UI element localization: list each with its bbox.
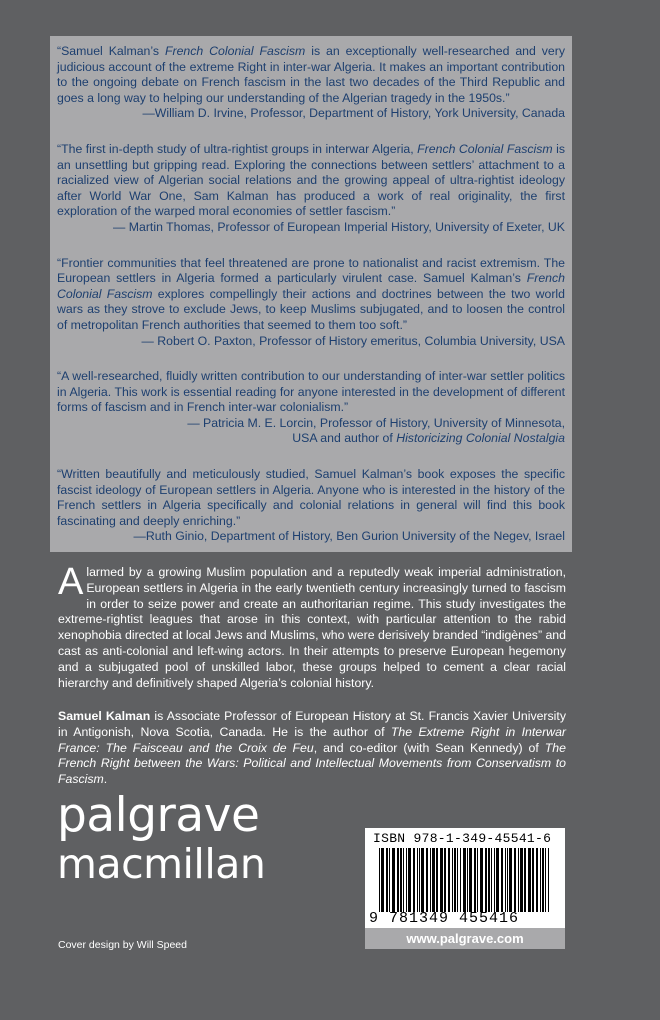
barcode-bar bbox=[432, 848, 435, 912]
quote-attribution: — Patricia M. E. Lorcin, Professor of History, University of Minnesota, USA and author of Historicizing Colonial Nostalgia bbox=[187, 415, 565, 446]
barcode-bar bbox=[507, 848, 508, 912]
barcode-bar bbox=[413, 848, 415, 912]
barcode-bar bbox=[397, 848, 399, 912]
barcode-bar bbox=[477, 848, 478, 912]
endorsement-quote bbox=[57, 369, 565, 447]
barcode-bar bbox=[406, 848, 407, 912]
cover-credit: Cover design by Will Speed bbox=[58, 939, 187, 951]
logo-palgrave: palgrave bbox=[57, 788, 260, 843]
barcode-bar bbox=[532, 848, 534, 912]
barcode-bar bbox=[444, 848, 446, 912]
barcode-bar bbox=[524, 848, 526, 912]
barcode-bar bbox=[448, 848, 450, 912]
barcode-bar bbox=[426, 848, 428, 912]
drop-cap: A bbox=[58, 561, 84, 603]
endorsement-quote bbox=[57, 44, 565, 122]
barcode-bar bbox=[417, 848, 418, 912]
barcode-bar bbox=[545, 848, 546, 912]
barcode-bar bbox=[469, 848, 472, 912]
description-text: larmed by a growing Muslim population and a reputedly weak imperial administration, European settlers in Algeria in the early twentieth century increasingly turned to fascism in order to seize power and create an authoritarian regime. This study investigates the extreme-rightist leagues that arose in this context, with particular attention to the rabid xenophobia directed at local Jews and Muslims, who were derisively branded “indigènes” and cast as anti-colonial and left-wing actors. In their attempts to preserve European hegemony and a subjugated pool of unskilled labor, these groups helped to cement a clear racial hierarchy and definitively shaped Algeria’s colonial history. bbox=[58, 565, 566, 690]
book-description bbox=[58, 561, 566, 691]
barcode-bar bbox=[494, 848, 495, 912]
endorsement-quote bbox=[57, 467, 565, 545]
barcode-bar bbox=[454, 848, 456, 912]
endorsement-quote bbox=[57, 142, 565, 236]
barcode-bar bbox=[421, 848, 424, 912]
barcode-bar bbox=[386, 848, 388, 912]
quote-attribution: —Ruth Ginio, Department of History, Ben Gurion University of the Negev, Israel bbox=[133, 529, 565, 544]
barcode-bar bbox=[389, 848, 390, 912]
publisher-url: www.palgrave.com bbox=[365, 928, 565, 949]
quote-text: “A well-researched, fluidly written contribution to our understanding of inter-war settler politics in Algeria. This work is essential reading for anyone interested in the development of different forms of fascism and in French inter-war colonialism.” bbox=[57, 369, 565, 415]
barcode-bar bbox=[381, 848, 384, 912]
barcode-bar bbox=[488, 848, 490, 912]
book-title: The French Right between the Wars: Political and Intellectual Movements from Conservatism to Fascism bbox=[58, 740, 566, 787]
publisher-logo bbox=[57, 790, 265, 886]
barcode-bar bbox=[528, 848, 531, 912]
barcode-bar bbox=[548, 848, 549, 912]
quote-text: “Frontier communities that feel threatened are prone to nationalist and racist extremism. The European settlers in Algeria formed a particularly virulent case. Samuel Kalman’s French Colonial Fascism explores compellingly their actions and doctrines between the two world wars as they strove to exclude Jews, to keep Muslims subjugated, and to loosen the control of metropolitan French authorities that seemed to them too soft.” bbox=[57, 255, 565, 332]
barcode-bar bbox=[491, 848, 492, 912]
quote-attribution: — Robert O. Paxton, Professor of History emeritus, Columbia University, USA bbox=[141, 333, 565, 348]
barcode-bar bbox=[520, 848, 523, 912]
barcode-bar bbox=[536, 848, 538, 912]
barcode-bar bbox=[540, 848, 541, 912]
ean-digits: 9 781349 455416 bbox=[369, 910, 520, 927]
book-title: The Extreme Right in Interwar France: The Faisceau and the Croix de Feu bbox=[58, 724, 566, 755]
barcode-bar bbox=[379, 848, 380, 912]
barcode-bar bbox=[440, 848, 443, 912]
quote-attribution: — Martin Thomas, Professor of European Imperial History, University of Exeter, UK bbox=[113, 219, 565, 234]
quote-text: “The first in-depth study of ultra-rightist groups in interwar Algeria, French Colonial Fascism is an unsettling but gripping read. Exploring the connections between settlers’ attachment to a racialized view of Algerian social relations and the growing appeal of ultra-rightist ideology after World War One, Sam Kalman has produced a work of real originality, the first exploration of the warped moral economies of settler fascism.” bbox=[57, 141, 565, 219]
barcode-bar bbox=[419, 848, 420, 912]
barcode-bar bbox=[430, 848, 431, 912]
barcode-bar bbox=[408, 848, 411, 912]
barcode-bar bbox=[452, 848, 453, 912]
barcode bbox=[365, 828, 565, 930]
barcode-bar bbox=[480, 848, 483, 912]
barcode-bar bbox=[509, 848, 512, 912]
barcode-bar bbox=[460, 848, 461, 912]
endorsements-panel bbox=[50, 36, 572, 552]
barcode-bar bbox=[457, 848, 458, 912]
quote-text: “Written beautifully and meticulously studied, Samuel Kalman’s book exposes the specific fascist ideology of European settlers in Algeria. Anyone who is interested in the history of the French settlers in Algeria specifically and colonial relations in general will find this book fascinating and deeply enriching.” bbox=[57, 467, 565, 528]
author-bio: Samuel Kalman is Associate Professor of European History at St. Francis Xavier University in Antigonish, Nova Scotia, Canada. He is the author of The Extreme Right in Interwar France: The Faisceau and the Croix de Feu, and co-editor (with Sean Kennedy) of The French Right between the Wars: Political and Intellectual Movements from Conservatism to Fascism. bbox=[58, 709, 566, 787]
quote-text: “Samuel Kalman’s French Colonial Fascism is an exceptionally well-researched and very judicious account of the extreme Right in inter-war Algeria. It makes an important contribution to the ongoing debate on French fascism in the last two decades of the Third Republic and goes a long way to helping our understanding of the Algerian tragedy in the 1950s.” bbox=[57, 44, 565, 105]
barcode-bar bbox=[467, 848, 468, 912]
barcode-bar bbox=[542, 848, 544, 912]
author-name: Samuel Kalman bbox=[58, 709, 151, 723]
barcode-bar bbox=[485, 848, 487, 912]
barcode-bar bbox=[463, 848, 466, 912]
quote-attribution: —William D. Irvine, Professor, Department of History, York University, Canada bbox=[142, 106, 565, 121]
isbn-label: ISBN 978-1-349-45541-6 bbox=[373, 831, 552, 846]
barcode-bars bbox=[375, 848, 555, 912]
barcode-bar bbox=[436, 848, 438, 912]
endorsement-quote bbox=[57, 256, 565, 350]
barcode-bar bbox=[496, 848, 499, 912]
barcode-bar bbox=[505, 848, 506, 912]
barcode-bar bbox=[474, 848, 476, 912]
barcode-bar bbox=[403, 848, 404, 912]
barcode-bar bbox=[501, 848, 503, 912]
barcode-bar bbox=[514, 848, 516, 912]
barcode-bar bbox=[392, 848, 395, 912]
barcode-bar bbox=[518, 848, 519, 912]
barcode-bar bbox=[400, 848, 402, 912]
logo-macmillan: macmillan bbox=[57, 840, 266, 888]
